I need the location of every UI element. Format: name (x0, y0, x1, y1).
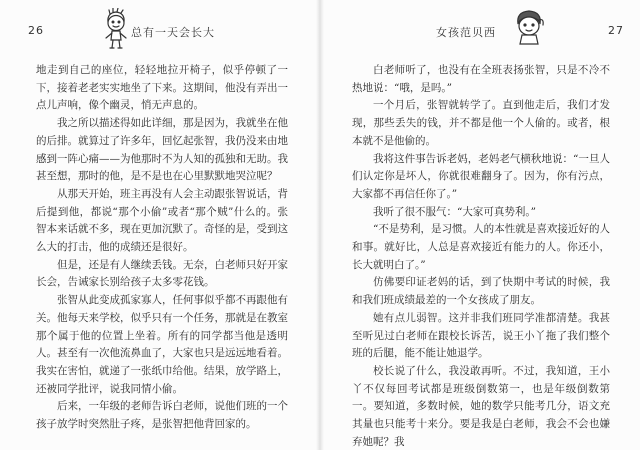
left-page-header (28, 22, 298, 42)
paragraph: 从那天开始，班主再没有人会主动跟张智说话，背后提到他，都说“那个小偷”或者“那个贼”什么的。张智本来话就不多，现在更加沉默了。奇怪的是，受到这么大的打击，他的成绩还是很好。 (36, 187, 288, 254)
paragraph: “不是势利，是习惯。人的本性就是喜欢接近好的人和事。就好比，人总是喜欢接近有能力的人。你还小，长大就明白了。” (352, 223, 610, 271)
right-running-title: 女孩范贝西 (436, 26, 496, 39)
paragraph: 我之所以描述得如此详细，那是因为，我就坐在他的后排。就算过了许多年，回忆起张智，我仍没来由地感到一阵心痛——为他那时不为人知的孤独和无助。我甚至想，那时的他，是不是也在心里默默地哭泣呢？ (36, 117, 288, 183)
paragraph: 白老师听了，也没有在全班表扬张智，只是不冷不热地说：“哦，是吗。” (352, 64, 610, 94)
paragraph: 一个月后，张智就转学了。直到他走后，我们才发现，那些丢失的钱，并不都是他一个人偷的。或者，根本就不是他偷的。 (352, 99, 610, 147)
left-running-title: 总有一天会长大 (131, 26, 215, 39)
girl-cartoon-icon (512, 8, 546, 48)
paragraph: 但是，还是有人继续丢钱。无奈，白老师只好开家长会，告诫家长别给孩子太多零花钱。 (36, 258, 288, 289)
paragraph: 校长说了什么，我没敢再听。不过，我知道，王小丫不仅每回考试都是班级倒数第一，也是年级倒数第一。要知道，多数时候，她的数学只能考几分，语文充其量也只能考十来分。要是我是白老师，我会不会也嫌弃她呢？我 (352, 364, 610, 448)
right-page-header (344, 22, 624, 42)
paragraph: 我将这件事告诉老妈，老妈老气横秋地说：“一旦人们认定你是坏人，你就很难翻身了。因为，你有污点，大家都不再信任你了。” (352, 152, 610, 200)
left-page-number: 26 (28, 24, 44, 37)
paragraph: 地走到自己的座位，轻轻地拉开椅子，似乎停顿了一下，接着老老实实地坐了下来。这期间，他没有弄出一点儿声响，像个幽灵，悄无声息的。 (36, 64, 288, 112)
paragraph: 张智从此变成孤家寡人，任何事似乎都不再跟他有关。他每天来学校，似乎只有一个任务，那就是在教室那个属于他的位置上坐着。所有的同学都当他是透明人。甚至有一次他流鼻血了，大家也只是远远地看着。我实在害怕，就递了一张纸巾给他。结果，放学路上，还被同学批评，说我同情小偷。 (36, 294, 288, 395)
left-page-body (36, 62, 288, 434)
paragraph: 后来，一年级的老师告诉白老师，说他们班的一个孩子放学时突然肚子疼，是张智把他背回家的。 (36, 400, 288, 431)
right-page (320, 0, 640, 450)
right-page-number: 27 (608, 24, 624, 37)
boy-cartoon-icon (103, 8, 129, 52)
paragraph: 仿佛要印证老妈的话，到了快期中考试的时候，我和我们班成绩最差的一个女孩成了朋友。 (352, 276, 610, 307)
right-page-body (352, 62, 610, 450)
paragraph: 她有点儿弱智。这并非我们班同学准都清楚。我甚至听见过白老师在跟校长诉苦，说王小丫拖了我们整个班的后腿，能不能让她退学。 (352, 311, 610, 360)
paragraph: 我听了很不服气：“大家可真势利。” (373, 205, 536, 218)
